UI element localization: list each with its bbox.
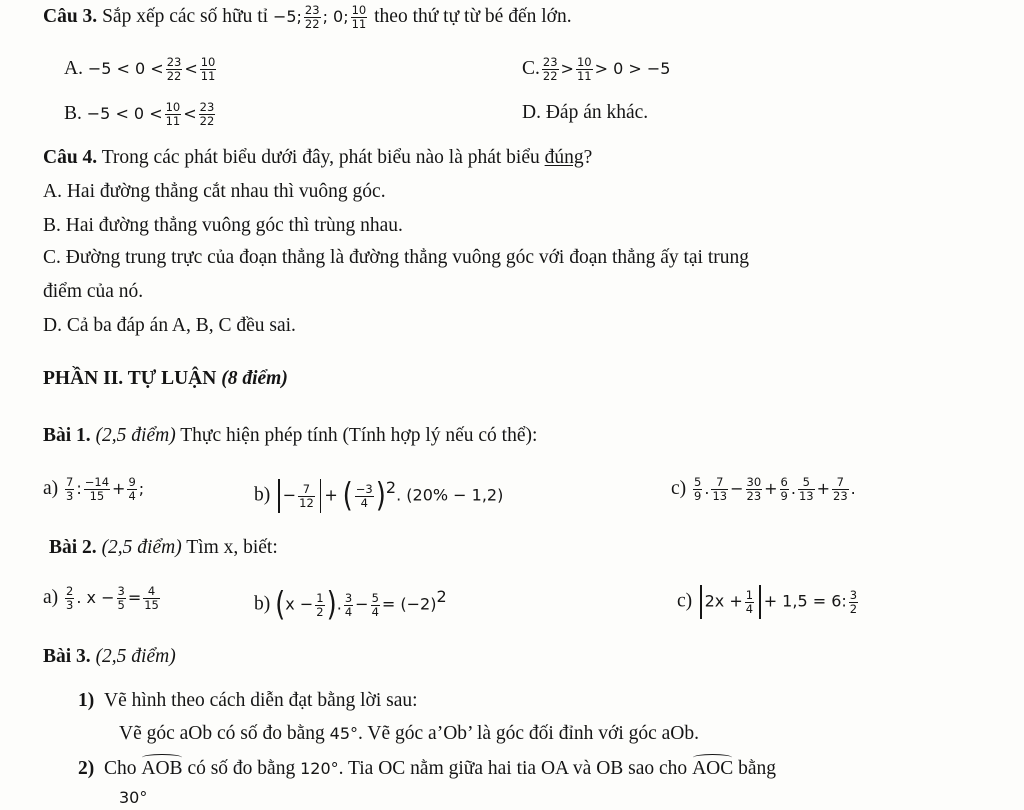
item-label: b): [254, 593, 271, 615]
b2-a: a) $\frac{2}{3}$ . x − $\frac{3}{5}$ = $\frac{4}{15}$: [43, 584, 159, 612]
item-label: c): [677, 590, 693, 612]
b3-item-1: [78, 689, 418, 713]
q4-option-c-cont: điểm của nó.: [43, 281, 144, 302]
frac: $\frac{23}{22}$: [166, 55, 182, 83]
q3-stem: [43, 4, 572, 31]
item-text: Vẽ hình theo cách diễn đạt bằng lời sau:: [104, 690, 418, 711]
q3-mid: ; 0;: [322, 6, 349, 26]
q4-label: Câu 4.: [43, 147, 98, 168]
expr: −5 < 0 <: [86, 103, 163, 123]
b3-stem: [43, 645, 176, 669]
b3-points: (2,5 điểm): [90, 646, 176, 667]
q4-stem: [43, 146, 592, 170]
q3-option-a: [64, 56, 218, 83]
op: >: [560, 58, 574, 78]
q3-text: Sắp xếp các số hữu tỉ: [97, 5, 273, 27]
q4-text: Trong các phát biểu dưới đây, phát biểu nào là phát biểu: [97, 147, 545, 168]
angle-aob: AOB: [141, 758, 183, 779]
frac: $\frac{10}{11}$: [165, 100, 181, 128]
b3-label: Bài 3.: [43, 646, 91, 667]
b1-stem: [43, 424, 537, 448]
b2-text: Tìm x, biết:: [181, 537, 278, 558]
option-label: C.: [522, 57, 540, 79]
degree-value: 120°: [300, 759, 339, 778]
b2-c: c) 2x + $\frac{1}{4}$ + 1,5 = 6: $\frac{3}{2}$: [677, 585, 860, 619]
b1-b: b) − $\frac{7}{12}$ + ( $\frac{-3}{4}$ )$^2$. (20% − 1,2): [254, 477, 504, 515]
option-label: B.: [64, 102, 82, 124]
item-number: 2): [78, 758, 95, 779]
op: <: [184, 58, 198, 78]
option-text: Đáp án khác.: [545, 102, 649, 123]
q4-option-b: B. Hai đường thẳng vuông góc thì trùng nhau.: [43, 215, 403, 236]
b3-item-1-cont: Vẽ góc aOb có số đo bằng 45°. Vẽ góc a’Ob’ là góc đối đỉnh với góc aOb.: [119, 723, 700, 744]
q4-option-a: A. Hai đường thẳng cắt nhau thì vuông góc.: [43, 181, 386, 202]
op: <: [183, 103, 197, 123]
b2-label: Bài 2.: [49, 537, 97, 558]
expr: > 0 > −5: [594, 58, 671, 78]
q3-option-c: [522, 56, 670, 83]
item-label: b): [254, 484, 271, 506]
q3-frac-1: $\frac{23}{22}$: [304, 3, 320, 31]
part2-heading: [43, 367, 288, 391]
b2-stem: [49, 536, 278, 560]
b1-points: (2,5 điểm): [90, 425, 176, 446]
q3-neg5: −5;: [272, 6, 302, 26]
q3-frac-2: $\frac{10}{11}$: [351, 3, 367, 31]
b3-item-2-cont: 30°: [119, 788, 148, 807]
item-label: a): [43, 477, 59, 499]
q4-option-c: C. Đường trung trực của đoạn thẳng là đường thẳng vuông góc với đoạn thẳng ấy tại trung: [43, 247, 749, 268]
item-number: 1): [78, 690, 95, 711]
q3-option-d: [522, 101, 648, 125]
part2-title: PHẦN II. TỰ LUẬN: [43, 368, 222, 389]
frac: $\frac{23}{22}$: [199, 100, 215, 128]
q3-text-end: theo thứ tự từ bé đến lớn.: [369, 5, 572, 27]
angle-aoc: AOC: [692, 758, 734, 779]
b2-points: (2,5 điểm): [96, 537, 182, 558]
option-label: A.: [64, 57, 83, 79]
q3-option-b: [64, 101, 217, 128]
q4-underlined: đúng: [544, 147, 584, 168]
frac: $\frac{10}{11}$: [200, 55, 216, 83]
q4-end: ?: [583, 147, 593, 168]
b1-text: Thực hiện phép tính (Tính hợp lý nếu có thể):: [175, 425, 538, 446]
item-label: a): [43, 586, 59, 608]
item-label: c): [671, 477, 687, 499]
frac: $\frac{23}{22}$: [542, 55, 558, 83]
option-label: D.: [522, 102, 541, 123]
frac: $\frac{10}{11}$: [576, 55, 592, 83]
b1-a: a) $\frac{7}{3}$ : $\frac{-14}{15}$ + $\frac{9}{4}$ ;: [43, 475, 145, 503]
part2-points: (8 điểm): [221, 368, 288, 389]
q3-label: Câu 3.: [43, 5, 98, 27]
degree-value: 45°: [329, 724, 359, 743]
b2-b: b) (x − $\frac{1}{2}$ ). $\frac{3}{4}$ − $\frac{5}{4}$ = $(-2)^2$: [254, 586, 447, 624]
q4-option-d: D. Cả ba đáp án A, B, C đều sai.: [43, 315, 296, 336]
b1-c: c) $\frac{5}{9}$ . $\frac{7}{13}$ − $\frac{30}{23}$ + $\frac{6}{9}$ . $\frac{5}{13}$ + $\frac{7}{23}$ .: [671, 475, 856, 503]
b3-item-2: 2) Cho AOB có số đo bằng 120°. Tia OC nằm giữa hai tia OA và OB sao cho AOC bằng: [78, 758, 777, 779]
b1-label: Bài 1.: [43, 425, 91, 446]
expr: −5 < 0 <: [87, 58, 164, 78]
